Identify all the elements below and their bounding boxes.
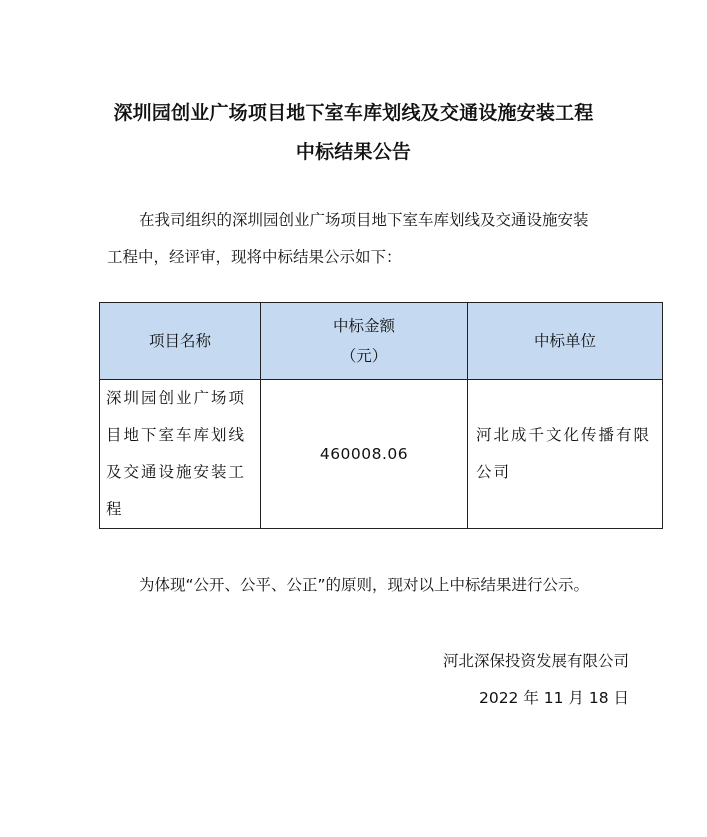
header-amount-label: 中标金额 bbox=[332, 317, 395, 335]
closing-paragraph: 为体现“公开、公平、公正”的原则，现对以上中标结果进行公示。 bbox=[139, 576, 590, 594]
header-project-name: 项目名称 bbox=[100, 303, 261, 380]
intro-paragraph-line-2: 工程中，经评审，现将中标结果公示如下： bbox=[107, 248, 402, 266]
issue-date: 2022 年 11 月 18 日 bbox=[478, 689, 629, 707]
table-header-row bbox=[100, 303, 663, 380]
result-table bbox=[99, 302, 663, 529]
header-amount bbox=[261, 303, 468, 380]
issuer-company: 河北深保投资发展有限公司 bbox=[442, 652, 629, 670]
intro-paragraph-line-1: 在我司组织的深圳园创业广场项目地下室车库划线及交通设施安装 bbox=[139, 211, 589, 229]
cell-winner: 河北成千文化传播有限公司 bbox=[468, 380, 663, 529]
table-row bbox=[100, 380, 663, 529]
cell-amount: 460008.06 bbox=[261, 380, 468, 529]
header-winner: 中标单位 bbox=[468, 303, 663, 380]
cell-project-name: 深圳园创业广场项目地下室车库划线及交通设施安装工程 bbox=[100, 380, 261, 529]
header-amount-unit: （元） bbox=[340, 347, 388, 365]
announcement-subtitle: 中标结果公告 bbox=[295, 141, 412, 163]
announcement-title: 深圳园创业广场项目地下室车库划线及交通设施安装工程 bbox=[113, 102, 594, 124]
